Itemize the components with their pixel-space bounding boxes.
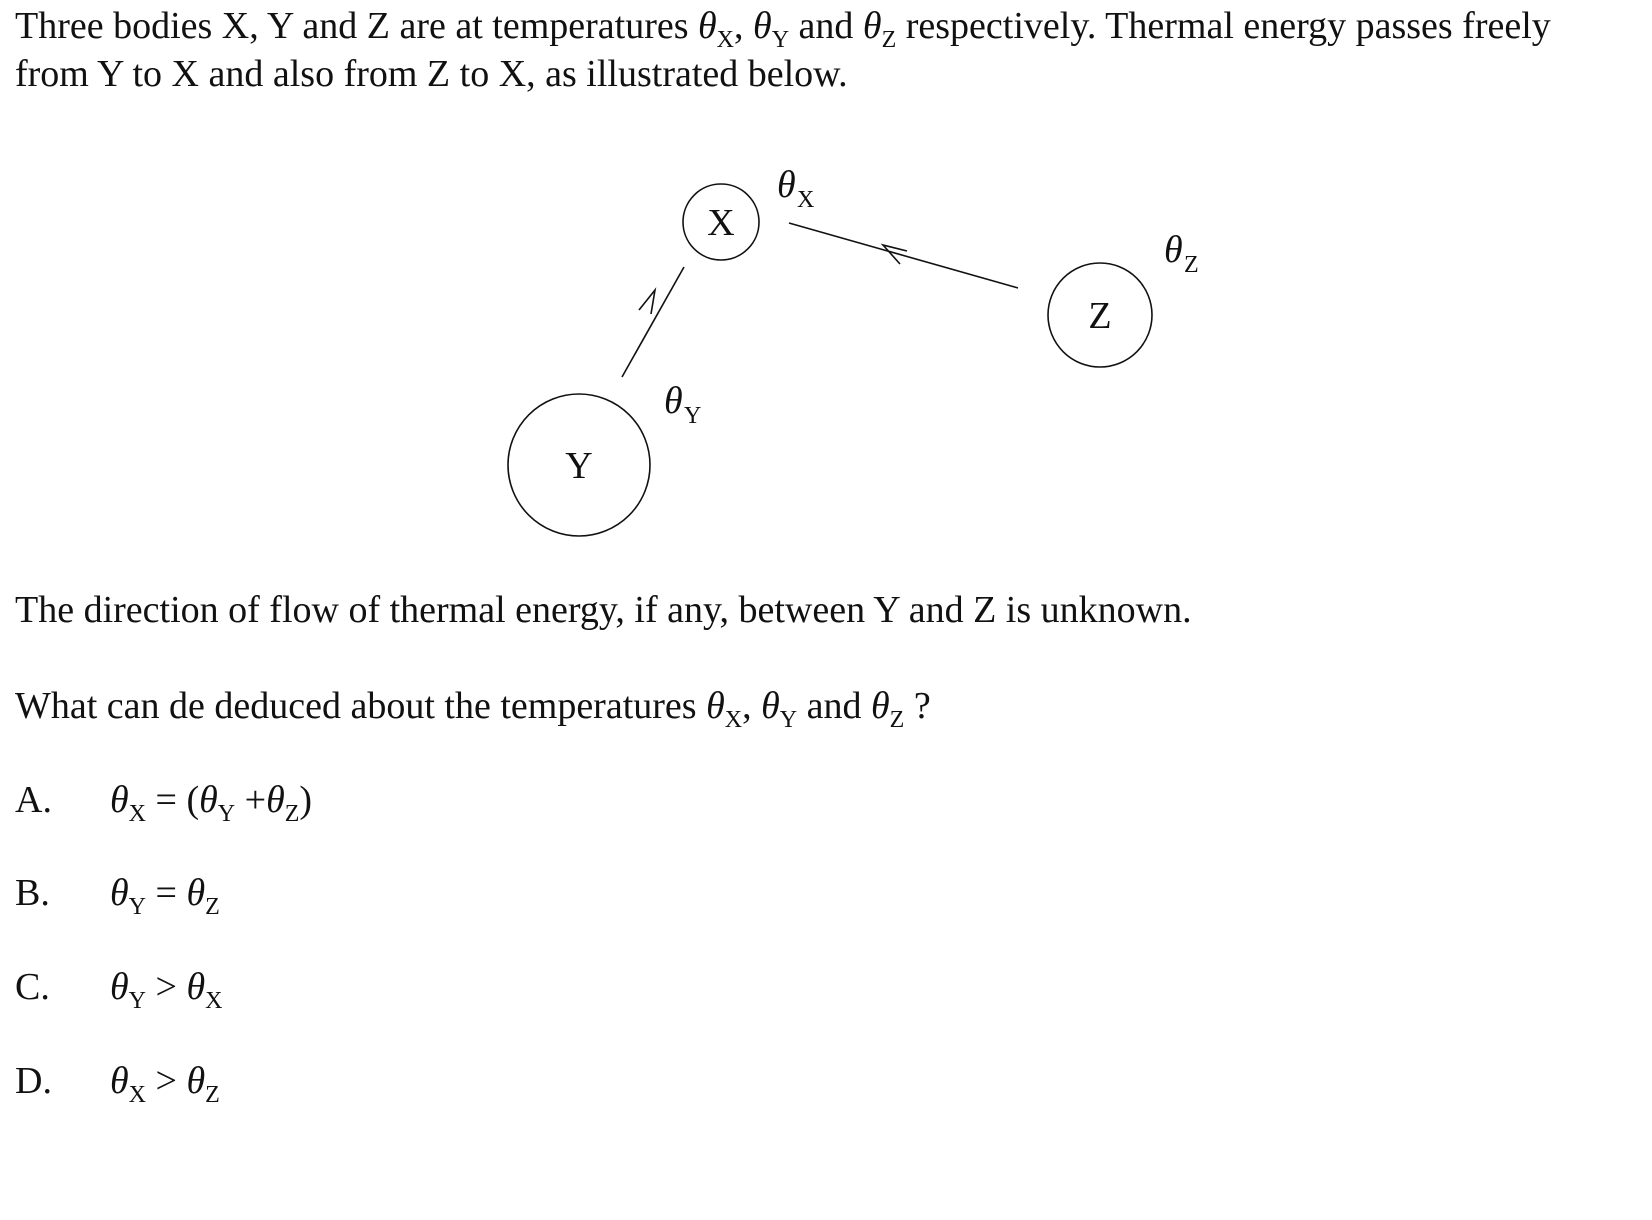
subscript: Y — [128, 988, 147, 1014]
theta-symbol: θ — [266, 779, 285, 821]
subscript: X — [128, 1082, 147, 1108]
subscript-y: Y — [779, 707, 798, 733]
subscript: Z — [205, 894, 220, 920]
comma: , — [734, 5, 754, 47]
operator: = ( — [146, 779, 200, 821]
option-a[interactable] — [15, 776, 312, 838]
flow-arrowhead-z-to-x — [883, 245, 907, 264]
theta-z-label-symbol: θ — [1164, 229, 1183, 271]
theta-x-label-symbol: θ — [777, 164, 796, 206]
and-word: and — [789, 5, 863, 47]
option-d[interactable] — [15, 1057, 220, 1119]
operator: = — [146, 872, 187, 914]
theta-symbol: θ — [761, 685, 780, 727]
flow-line-z-to-x — [789, 223, 1018, 288]
intro-text: respectively. Thermal energy passes freely — [896, 5, 1551, 47]
subscript: Z — [284, 801, 300, 827]
comma: , — [742, 685, 762, 727]
theta-y-label-sub: Y — [684, 403, 702, 429]
subscript-z: Z — [881, 27, 897, 53]
theta-symbol: θ — [698, 5, 717, 47]
option-expression — [110, 963, 222, 1025]
option-letter: B. — [15, 872, 50, 914]
theta-symbol: θ — [110, 966, 129, 1008]
option-expression — [110, 869, 220, 931]
subscript: X — [205, 988, 223, 1014]
intro-text: Three bodies X, Y and Z are at temperatures — [15, 5, 698, 47]
subscript-x: X — [724, 707, 743, 733]
option-c[interactable] — [15, 963, 222, 1025]
and-word: and — [797, 685, 871, 727]
option-expression — [110, 1057, 220, 1119]
body-x-label: X — [707, 202, 735, 244]
option-letter: D. — [15, 1060, 52, 1102]
subscript-y: Y — [771, 27, 790, 53]
theta-x-label-sub: X — [797, 187, 815, 213]
subscript: Y — [128, 894, 147, 920]
theta-symbol: θ — [199, 779, 218, 821]
unknown-direction-statement: The direction of flow of thermal energy, if any, between Y and Z is unknown. — [15, 589, 1192, 631]
question-lead: What can de deduced about the temperatures — [15, 685, 707, 727]
subscript: X — [128, 801, 147, 827]
theta-symbol: θ — [706, 685, 725, 727]
operator: ) — [299, 779, 313, 821]
body-z-label: Z — [1088, 295, 1112, 337]
intro-line-2: from Y to X and also from Z to X, as illustrated below. — [15, 53, 848, 95]
subscript: Y — [217, 801, 236, 827]
flow-arrowhead-y-to-x — [639, 290, 655, 314]
theta-symbol: θ — [110, 779, 129, 821]
subscript-z: Z — [889, 707, 905, 733]
subscript: Z — [205, 1082, 220, 1108]
option-b[interactable] — [15, 869, 220, 931]
theta-symbol: θ — [110, 872, 129, 914]
theta-symbol: θ — [862, 5, 882, 47]
body-y-label: Y — [565, 445, 593, 487]
theta-symbol: θ — [870, 685, 890, 727]
flow-line-y-to-x — [622, 267, 684, 377]
option-letter: C. — [15, 966, 50, 1008]
theta-y-label-symbol: θ — [664, 380, 683, 422]
option-letter: A. — [15, 779, 52, 821]
option-expression — [110, 776, 312, 838]
theta-symbol: θ — [753, 5, 772, 47]
operator: > — [146, 1060, 187, 1102]
operator: > — [146, 966, 187, 1008]
theta-symbol: θ — [110, 1060, 129, 1102]
theta-z-label-sub: Z — [1184, 252, 1199, 278]
theta-symbol: θ — [186, 1060, 206, 1102]
theta-symbol: θ — [186, 966, 206, 1008]
subscript-x: X — [716, 27, 735, 53]
question-text — [15, 682, 931, 744]
theta-symbol: θ — [186, 872, 206, 914]
operator: + — [235, 779, 267, 821]
question-mark: ? — [904, 685, 931, 727]
